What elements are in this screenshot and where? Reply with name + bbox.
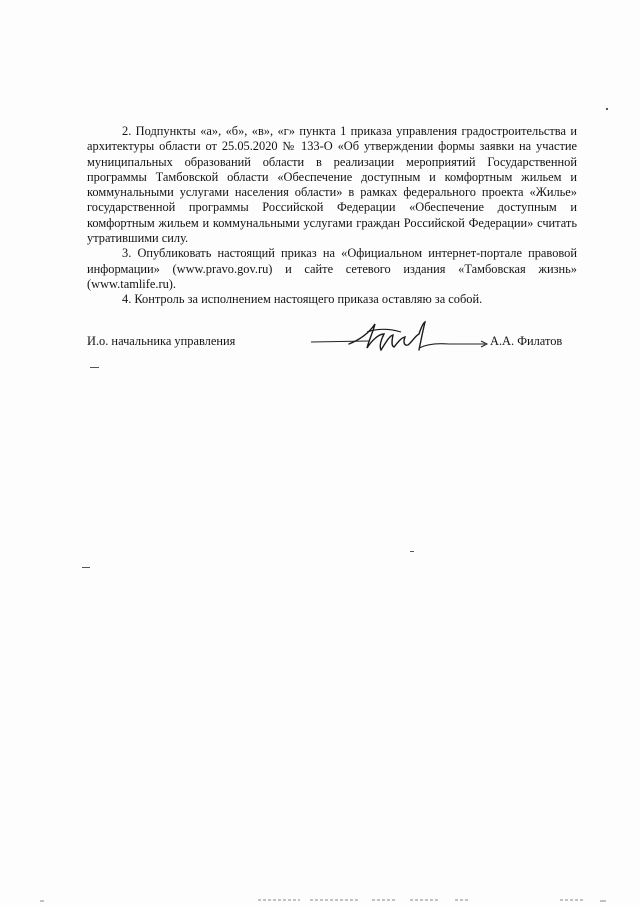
scan-speck	[410, 551, 414, 552]
scan-speck	[606, 108, 608, 110]
handwritten-signature	[309, 320, 491, 356]
scan-edge-artifacts	[0, 895, 640, 905]
scan-speck	[82, 567, 90, 568]
signatory-position: И.о. начальника управления	[87, 334, 236, 348]
signature-block	[87, 334, 577, 364]
document-body	[87, 124, 577, 308]
scan-speck	[90, 367, 99, 368]
paragraph-item-2: 2. Подпункты «а», «б», «в», «г» пункта 1 приказа управления градостроительства и архитектуры области от 25.05.2020 № 133-О «Об утверждении формы заявки на участие муниципальных образований области в реализации мероприятий Государственной программы Тамбовской области «Обеспечение доступным и комфортным жильем и коммунальными услугами населения области» в рамках федерального проекта «Жилье» государственной программы Российской Федерации «Обеспечение доступным и комфортным жильем и коммунальными услугами граждан Российской Федерации» считать утратившими силу.	[87, 124, 577, 246]
paragraph-item-3: 3. Опубликовать настоящий приказ на «Официальном интернет-портале правовой информации» (www.pravo.gov.ru) и сайте сетевого издания «Тамбовская жизнь» (www.tamlife.ru).	[87, 246, 577, 291]
signatory-name: А.А. Филатов	[490, 334, 563, 348]
paragraph-item-4: 4. Контроль за исполнением настоящего приказа оставляю за собой.	[122, 292, 483, 307]
